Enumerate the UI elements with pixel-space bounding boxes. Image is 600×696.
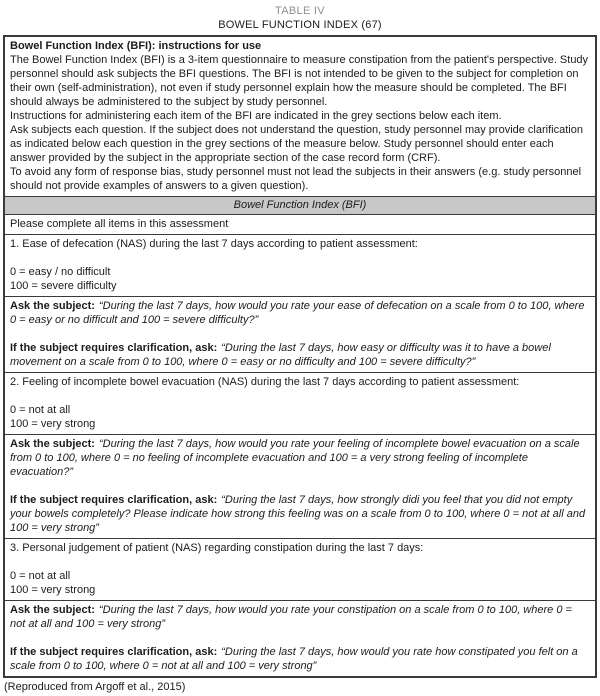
source-footnote: (Reproduced from Argoff et al., 2015) [4, 681, 186, 693]
item-1-clarify-label: If the subject requires clarification, ask: [10, 342, 218, 354]
item-2-ask [10, 437, 590, 479]
item-2-ask-label: Ask the subject: [10, 438, 95, 450]
instructions-paragraph-3: Ask subjects each question. If the subject does not understand the question, study personnel may provide clarification as indicated below each question in the grey sections of the measure below. Study personnel should enter each answer provided by the subject in the appropriate section of the case record form (CRF). [10, 124, 583, 164]
item-3-clarify-quote: “During the last 7 days, how would you rate how constipated you felt on a scale from 0 to 100, where 0 = not at all and 100 = very strong” [10, 646, 578, 672]
item-2-question: 2. Feeling of incomplete bowel evacuation (NAS) during the last 7 days according to patient assessment: [10, 376, 520, 388]
item-3-scale-max: 100 = very strong [10, 584, 96, 596]
item-3-ask [10, 603, 590, 631]
instructions-cell [5, 37, 595, 196]
item-1-ask [10, 299, 590, 327]
item-1-question: 1. Ease of defecation (NAS) during the last 7 days according to patient assessment: [10, 238, 418, 250]
item-1-clarify-quote: “During the last 7 days, how easy or difficulty was it to have a bowel movement on a scale from 0 to 100, where 0 = easy or no difficulty and 100 = severe difficulty?” [10, 342, 551, 368]
item-1-scale-min: 0 = easy / no difficult [10, 266, 111, 278]
item-2-clarify-quote: “During the last 7 days, how strongly didi you feel that you did not empty your bowels completely? Please indicate how strong this feeling was on a scale from 0 to 100, where 0 = not at all and 100 = very strong” [10, 494, 586, 534]
item-2-scale-min: 0 = not at all [10, 404, 71, 416]
instructions-paragraph-4: To avoid any form of response bias, study personnel must not lead the subjects in their answers (e.g. study personnel should not provide examples of answers to a given question). [10, 166, 582, 192]
table-number: TABLE IV [275, 5, 325, 17]
table-caption [0, 0, 600, 32]
item-2-instructions-cell [5, 434, 595, 538]
bfi-section-header: Bowel Function Index (BFI) [5, 196, 595, 214]
instructions-paragraph-2: Instructions for administering each item of the BFI are indicated in the grey sections below each item. [10, 110, 502, 122]
item-1-ask-quote: “During the last 7 days, how would you rate your ease of defecation on a scale from 0 to 100, where 0 = easy or no difficult and 100 = severe difficulty?” [10, 300, 585, 326]
item-3-question-cell [5, 538, 595, 600]
item-2-ask-quote: “During the last 7 days, how would you rate your feeling of incomplete bowel evacuation on a scale from 0 to 100, where 0 = no feeling of incomplete evacuation and 100 = a very strong feeling of incomplete evacuation?” [10, 438, 580, 478]
item-1-instructions-cell [5, 296, 595, 372]
instructions-paragraph-1: The Bowel Function Index (BFI) is a 3-item questionnaire to measure constipation from the patient's perspective. Study personnel should ask subjects the BFI questions. The BFI is not intended to be given to the subject for completion on their own (self-administration), not even if study personnel explain how the measure should be completed. The BFI should always be administered to the subject by study personnel. [10, 54, 589, 108]
item-3-clarify-label: If the subject requires clarification, ask: [10, 646, 218, 658]
table-title: BOWEL FUNCTION INDEX (67) [218, 19, 382, 31]
item-3-scale-min: 0 = not at all [10, 570, 71, 582]
item-1-ask-label: Ask the subject: [10, 300, 95, 312]
item-1-question-cell [5, 234, 595, 296]
bfi-table [3, 35, 597, 678]
item-2-question-cell [5, 372, 595, 434]
item-2-clarify-label: If the subject requires clarification, ask: [10, 494, 218, 506]
item-3-instructions-cell [5, 600, 595, 676]
item-1-clarify [10, 341, 590, 369]
instructions-heading: Bowel Function Index (BFI): instructions for use [10, 40, 262, 52]
item-2-clarify [10, 493, 590, 535]
item-3-question: 3. Personal judgement of patient (NAS) regarding constipation during the last 7 days: [10, 542, 424, 554]
item-2-scale-max: 100 = very strong [10, 418, 96, 430]
item-3-clarify [10, 645, 590, 673]
item-3-ask-quote: “During the last 7 days, how would you rate your constipation on a scale from 0 to 100, where 0 = not at all and 100 = very strong” [10, 604, 572, 630]
item-3-ask-label: Ask the subject: [10, 604, 95, 616]
intro-row: Please complete all items in this assessment [5, 214, 595, 234]
item-1-scale-max: 100 = severe difficulty [10, 280, 117, 292]
